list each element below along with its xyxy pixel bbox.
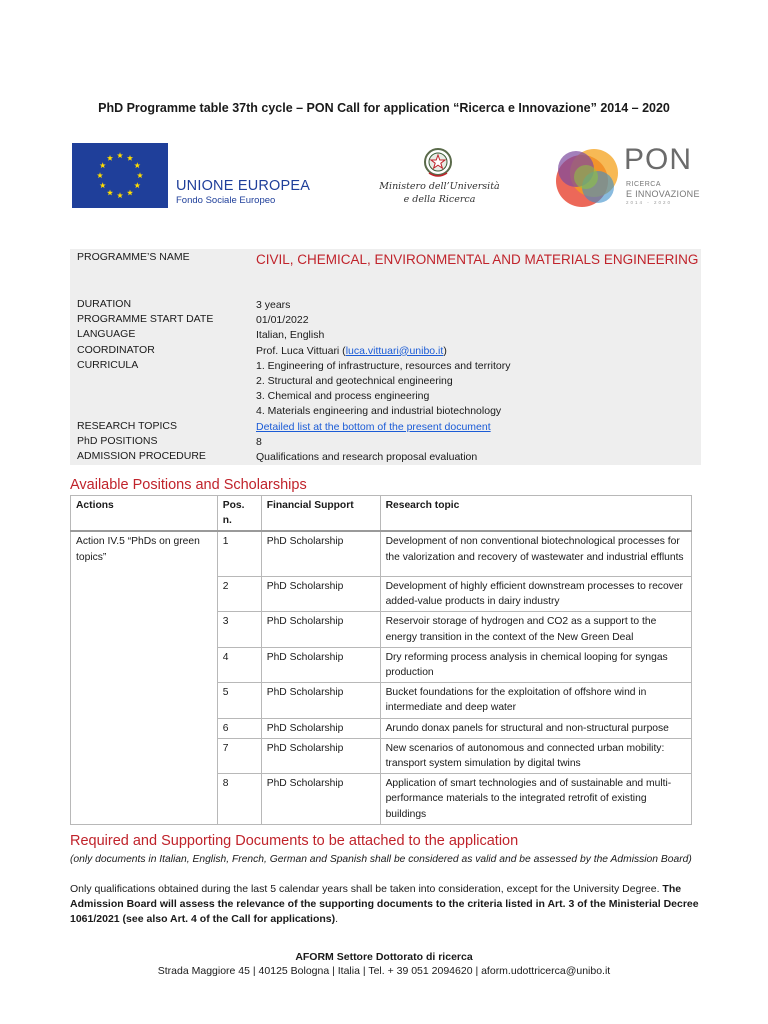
research-topic: Reservoir storage of hydrogen and CO2 as a support to the energy transition in the context of the New Green Deal [380, 612, 691, 647]
eu-star-icon [137, 172, 143, 178]
info-row-research-topics [70, 420, 701, 435]
documents-text [70, 882, 710, 927]
research-topic: Arundo donax panels for structural and non-structural purpose [380, 718, 691, 738]
eu-star-icon [100, 162, 106, 168]
pos-number: 4 [217, 647, 261, 682]
eu-star-icon [134, 162, 140, 168]
positions-table [70, 495, 692, 825]
col-header-pos: Pos. n. [217, 496, 261, 532]
footer-title: AFORM Settore Dottorato di ricerca [295, 951, 473, 963]
documents-heading: Required and Supporting Documents to be attached to the application [70, 833, 519, 849]
eu-star-icon [117, 152, 123, 158]
research-topic: Dry reforming process analysis in chemical looping for syngas production [380, 647, 691, 682]
positions-value: 8 [256, 435, 262, 448]
info-row-language [70, 328, 701, 343]
info-key: PhD POSITIONS [77, 434, 158, 447]
documents-text-bold: The Admission Board will assess the relevance of the supporting documents to the criteria listed in Art. 3 of the Ministerial Decree 1061/2021 (see also Art. 4 of the Call for applications) [70, 883, 699, 925]
pos-number: 7 [217, 738, 261, 773]
financial-support: PhD Scholarship [261, 718, 380, 738]
action-cell: Action IV.5 “PhDs on green topics” [71, 531, 218, 824]
info-row-start-date [70, 313, 701, 328]
table-header-row [71, 496, 692, 532]
curriculum-item: 1. Engineering of infrastructure, resources and territory [256, 359, 511, 372]
financial-support: PhD Scholarship [261, 774, 380, 825]
document-title: PhD Programme table 37th cycle – PON Call for application “Ricerca e Innovazione” 2014 – 2020 [98, 101, 670, 115]
pon-logo-sub1: RICERCA [626, 181, 662, 188]
financial-support: PhD Scholarship [261, 576, 380, 611]
pos-number: 5 [217, 683, 261, 718]
coordinator-name: Prof. Luca Vittuari ( [256, 344, 346, 357]
info-row-admission [70, 450, 701, 465]
documents-text-end: . [335, 913, 339, 925]
pos-number: 2 [217, 576, 261, 611]
info-key: CURRICULA [77, 358, 139, 371]
eu-star-icon [127, 190, 133, 196]
col-header-topic: Research topic [380, 496, 691, 532]
programme-info-table [70, 249, 701, 465]
eu-star-icon [107, 190, 113, 196]
info-row-coordinator [70, 344, 701, 359]
pon-logo-title: PON [624, 143, 693, 176]
table-row [71, 531, 692, 576]
pos-number: 3 [217, 612, 261, 647]
info-key: COORDINATOR [77, 343, 155, 356]
pon-logo-years: 2014 - 2020 [626, 200, 673, 205]
research-topic: Bucket foundations for the exploitation of offshore wind in intermediate and deep water [380, 683, 691, 718]
research-topic: New scenarios of autonomous and connected urban mobility: transport system simulation by digital twins [380, 738, 691, 773]
eu-logo [72, 143, 322, 208]
research-topics-cell [256, 420, 701, 435]
research-topics-link[interactable]: Detailed list at the bottom of the present document [256, 420, 491, 433]
eu-star-icon [97, 172, 103, 178]
info-row-duration [70, 298, 701, 313]
pos-number: 6 [217, 718, 261, 738]
pon-logo-sub2: E INNOVAZIONE [626, 189, 700, 199]
financial-support: PhD Scholarship [261, 647, 380, 682]
financial-support: PhD Scholarship [261, 683, 380, 718]
research-topic: Development of highly efficient downstream processes to recover added-value products in dairy industry [380, 576, 691, 611]
start-date-value: 01/01/2022 [256, 314, 309, 327]
info-key: DURATION [77, 298, 132, 310]
eu-star-icon [100, 182, 106, 188]
ministry-logo [372, 143, 507, 208]
language-value: Italian, English [256, 329, 325, 342]
financial-support: PhD Scholarship [261, 531, 380, 576]
documents-text-plain: Only qualifications obtained during the last 5 calendar years shall be taken into consideration, except for the University Degree. [70, 883, 663, 895]
ministry-name-line1: Ministero dell’Università [379, 181, 500, 192]
col-header-actions: Actions [71, 496, 218, 532]
info-row-curricula [70, 359, 701, 420]
eu-flag-icon [72, 143, 168, 208]
research-topic: Development of non conventional biotechnological processes for the valorization and recovery of wastewater and industrial efflunts [380, 531, 691, 576]
pos-number: 8 [217, 774, 261, 825]
coordinator-email-link[interactable]: luca.vittuari@unibo.it [345, 344, 444, 357]
col-header-support: Financial Support [261, 496, 380, 532]
research-topic: Application of smart technologies and of sustainable and multi-performance materials to the integrated retrofit of existing buildings [380, 774, 691, 825]
ministry-name-line2: e della Ricerca [403, 194, 476, 205]
italian-emblem-icon [420, 143, 456, 179]
eu-star-icon [107, 155, 113, 161]
curriculum-item: 4. Materials engineering and industrial biotechnology [256, 405, 502, 418]
pos-number: 1 [217, 531, 261, 576]
info-key: ADMISSION PROCEDURE [77, 450, 206, 463]
financial-support: PhD Scholarship [261, 738, 380, 773]
positions-heading: Available Positions and Scholarships [70, 477, 307, 493]
duration-value: 3 years [256, 299, 291, 311]
admission-value: Qualifications and research proposal evaluation [256, 451, 478, 464]
info-key: PROGRAMME START DATE [77, 313, 214, 326]
info-key: RESEARCH TOPICS [77, 419, 177, 432]
eu-star-icon [117, 192, 123, 198]
curricula-list [256, 359, 701, 420]
info-key: PROGRAMME’S NAME [77, 251, 190, 263]
pon-logo [552, 143, 702, 209]
info-row-positions [70, 435, 701, 450]
pon-circles-icon [552, 143, 622, 209]
info-key: LANGUAGE [77, 328, 136, 341]
eu-logo-subtitle: Fondo Sociale Europeo [176, 195, 276, 206]
curriculum-item: 2. Structural and geotechnical engineering [256, 375, 453, 388]
financial-support: PhD Scholarship [261, 612, 380, 647]
curriculum-item: 3. Chemical and process engineering [256, 390, 430, 403]
eu-logo-title: UNIONE EUROPEA [176, 178, 311, 194]
info-row-name [70, 249, 701, 292]
coordinator-value [256, 344, 701, 359]
documents-note: (only documents in Italian, English, French, German and Spanish shall be considered as valid and be assessed by the Admission Board) [70, 854, 692, 865]
eu-star-icon [127, 155, 133, 161]
programme-name-value: CIVIL, CHEMICAL, ENVIRONMENTAL AND MATERIALS ENGINEERING [256, 252, 699, 267]
footer-address: Strada Maggiore 45 | 40125 Bologna | Italia | Tel. + 39 051 2094620 | aform.udottricerca@unibo.it [157, 965, 611, 977]
eu-star-icon [134, 182, 140, 188]
coordinator-suffix: ) [443, 344, 447, 357]
